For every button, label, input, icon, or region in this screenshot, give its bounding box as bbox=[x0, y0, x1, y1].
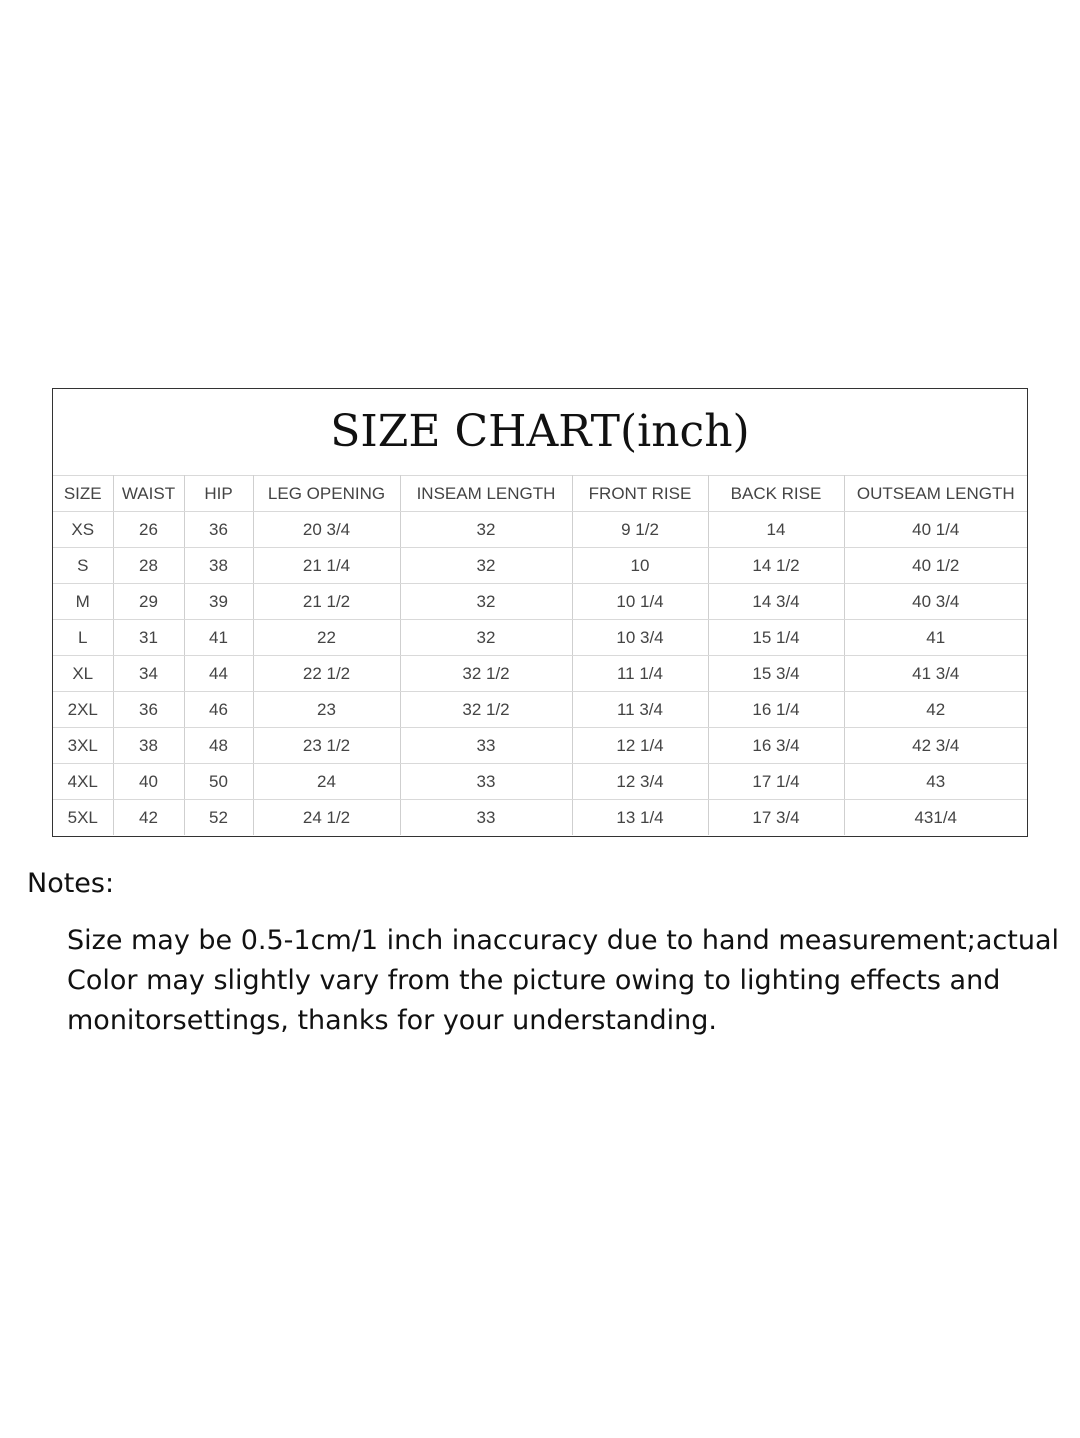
size-chart bbox=[52, 388, 1028, 837]
cell-front-rise: 9 1/2 bbox=[572, 512, 708, 548]
column-header-leg-opening: LEG OPENING bbox=[253, 476, 400, 512]
cell-inseam-length: 33 bbox=[400, 800, 572, 836]
cell-size: M bbox=[53, 584, 113, 620]
table-body bbox=[53, 512, 1027, 836]
size-table bbox=[53, 475, 1027, 835]
column-header-hip: HIP bbox=[184, 476, 253, 512]
cell-hip: 36 bbox=[184, 512, 253, 548]
cell-outseam-length: 431/4 bbox=[914, 807, 958, 827]
chart-title: SIZE CHART(inch) bbox=[330, 406, 750, 457]
cell-waist: 36 bbox=[113, 692, 184, 728]
cell-hip: 39 bbox=[184, 584, 253, 620]
column-header-front-rise: FRONT RISE bbox=[572, 476, 708, 512]
cell-hip: 38 bbox=[184, 548, 253, 584]
table-row bbox=[53, 656, 1027, 692]
table-row bbox=[53, 692, 1027, 728]
column-header-outseam-length: OUTSEAM LENGTH bbox=[844, 476, 1027, 512]
cell-waist: 28 bbox=[113, 548, 184, 584]
cell-leg-opening: 21 1/2 bbox=[253, 584, 400, 620]
cell-back-rise: 17 3/4 bbox=[708, 800, 844, 836]
cell-outseam-length: 41 bbox=[844, 620, 1027, 656]
cell-inseam-length: 32 bbox=[400, 584, 572, 620]
cell-back-rise: 16 3/4 bbox=[708, 728, 844, 764]
cell-leg-opening: 24 1/2 bbox=[253, 800, 400, 836]
cell-back-rise: 14 bbox=[708, 512, 844, 548]
cell-outseam-length: 40 3/4 bbox=[844, 584, 1027, 620]
cell-leg-opening: 24 bbox=[253, 764, 400, 800]
cell-size: L bbox=[53, 620, 113, 656]
table-header-row bbox=[53, 476, 1027, 512]
notes-line: Size may be 0.5-1cm/1 inch inaccuracy due to hand measurement;actual bbox=[67, 925, 1059, 956]
table-row bbox=[53, 512, 1027, 548]
cell-inseam-length: 33 bbox=[400, 728, 572, 764]
notes-line: Color may slightly vary from the picture owing to lighting effects and bbox=[67, 965, 1001, 996]
cell-size: XL bbox=[53, 656, 113, 692]
notes-text bbox=[67, 921, 1067, 1041]
cell-inseam-length: 32 bbox=[400, 512, 572, 548]
cell-front-rise: 13 1/4 bbox=[572, 800, 708, 836]
column-header-size: SIZE bbox=[53, 476, 113, 512]
cell-back-rise: 14 1/2 bbox=[708, 548, 844, 584]
cell-front-rise: 10 bbox=[572, 548, 708, 584]
cell-front-rise: 11 1/4 bbox=[572, 656, 708, 692]
cell-inseam-length: 32 bbox=[400, 620, 572, 656]
cell-waist: 40 bbox=[113, 764, 184, 800]
cell-inseam-length: 32 bbox=[400, 548, 572, 584]
cell-hip: 48 bbox=[184, 728, 253, 764]
cell-outseam-length: 40 1/4 bbox=[844, 512, 1027, 548]
cell-leg-opening: 22 1/2 bbox=[253, 656, 400, 692]
table-row bbox=[53, 620, 1027, 656]
cell-hip: 41 bbox=[184, 620, 253, 656]
cell-leg-opening: 20 3/4 bbox=[253, 512, 400, 548]
cell-waist: 38 bbox=[113, 728, 184, 764]
cell-hip: 44 bbox=[184, 656, 253, 692]
cell-hip: 52 bbox=[184, 800, 253, 836]
table-row bbox=[53, 764, 1027, 800]
table-row bbox=[53, 800, 1027, 836]
cell-outseam-length: 40 1/2 bbox=[844, 548, 1027, 584]
cell-back-rise: 14 3/4 bbox=[708, 584, 844, 620]
table-row bbox=[53, 548, 1027, 584]
notes-label: Notes: bbox=[27, 868, 115, 899]
cell-front-rise: 10 3/4 bbox=[572, 620, 708, 656]
cell-front-rise: 12 1/4 bbox=[572, 728, 708, 764]
cell-waist: 31 bbox=[113, 620, 184, 656]
cell-back-rise: 15 1/4 bbox=[708, 620, 844, 656]
cell-size: 2XL bbox=[53, 692, 113, 728]
column-header-back-rise: BACK RISE bbox=[708, 476, 844, 512]
cell-leg-opening: 23 bbox=[253, 692, 400, 728]
cell-size: 3XL bbox=[53, 728, 113, 764]
cell-waist: 42 bbox=[113, 800, 184, 836]
table-row bbox=[53, 584, 1027, 620]
cell-waist: 29 bbox=[113, 584, 184, 620]
cell-inseam-length: 32 1/2 bbox=[400, 656, 572, 692]
cell-outseam-length: 41 3/4 bbox=[844, 656, 1027, 692]
cell-leg-opening: 22 bbox=[253, 620, 400, 656]
cell-back-rise: 16 1/4 bbox=[708, 692, 844, 728]
cell-hip: 50 bbox=[184, 764, 253, 800]
cell-leg-opening: 21 1/4 bbox=[253, 548, 400, 584]
cell-hip: 46 bbox=[184, 692, 253, 728]
cell-back-rise: 17 1/4 bbox=[708, 764, 844, 800]
column-header-inseam-length: INSEAM LENGTH bbox=[400, 476, 572, 512]
cell-size: 4XL bbox=[53, 764, 113, 800]
cell-front-rise: 10 1/4 bbox=[572, 584, 708, 620]
table-row bbox=[53, 728, 1027, 764]
cell-leg-opening: 23 1/2 bbox=[253, 728, 400, 764]
cell-waist: 26 bbox=[113, 512, 184, 548]
cell-back-rise: 15 3/4 bbox=[708, 656, 844, 692]
column-header-waist: WAIST bbox=[113, 476, 184, 512]
cell-outseam-length: 43 bbox=[844, 764, 1027, 800]
cell-outseam-length: 42 3/4 bbox=[844, 728, 1027, 764]
notes-line: monitorsettings, thanks for your understanding. bbox=[67, 1005, 717, 1036]
cell-inseam-length: 32 1/2 bbox=[400, 692, 572, 728]
cell-outseam-length: 42 bbox=[844, 692, 1027, 728]
cell-waist: 34 bbox=[113, 656, 184, 692]
cell-size: S bbox=[53, 548, 113, 584]
cell-size: 5XL bbox=[53, 800, 113, 836]
cell-inseam-length: 33 bbox=[400, 764, 572, 800]
cell-front-rise: 11 3/4 bbox=[572, 692, 708, 728]
cell-size: XS bbox=[53, 512, 113, 548]
cell-front-rise: 12 3/4 bbox=[572, 764, 708, 800]
